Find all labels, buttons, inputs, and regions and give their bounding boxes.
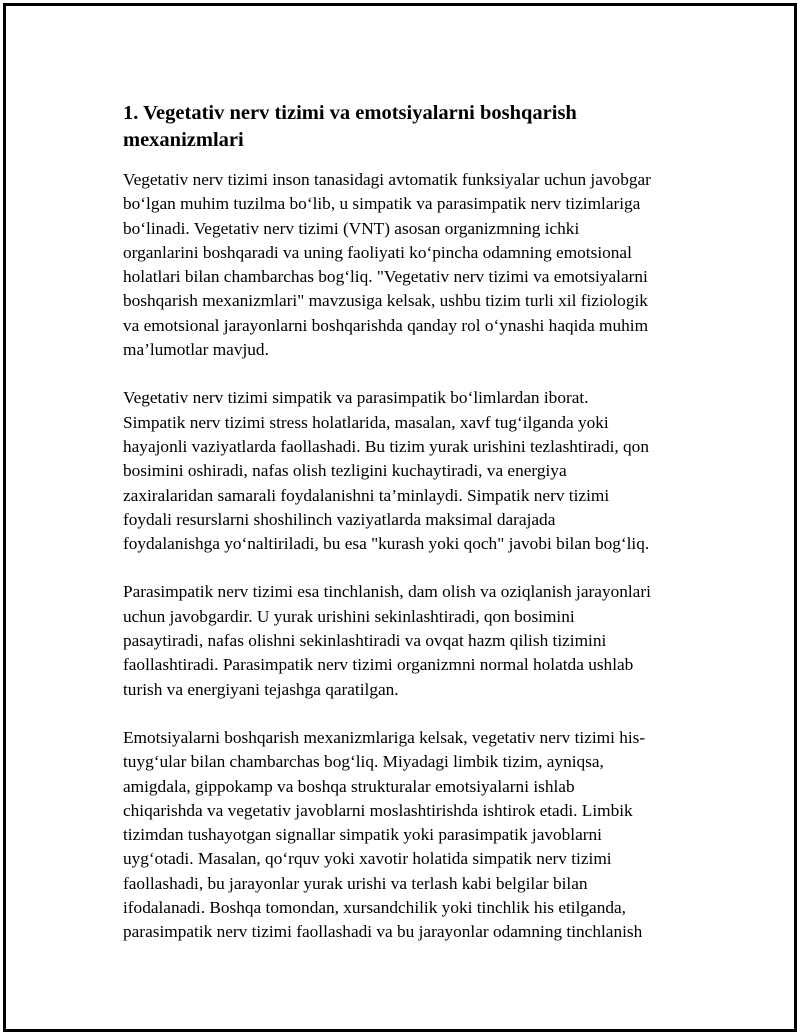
paragraph-emotions: Emotsiyalarni boshqarish mexanizmlariga kelsak, vegetativ nerv tizimi his- tuyg‘ular bilan chambarchas bog‘liq. Miyadagi limbik tizim, ayniqsa, amigdala, gippokamp va boshqa strukturalar emotsiyalarni ishlab chiqarishda va vegetativ javoblarni moslashtirishda ishtirok etadi. Limbik tizimdan tushayotgan signallar simpatik yoki parasimpatik javoblarni uyg‘otadi. Masalan, qo‘rquv yoki xavotir holatida simpatik nerv tizimi faollashadi, bu jarayonlar yurak urishi va terlash kabi belgilar bilan ifodalanadi. Boshqa tomondan, xursandchilik yoki tinchlik his etilganda, parasimpatik nerv tizimi faollashadi va bu jarayonlar odamning tinchlanish [123, 727, 646, 942]
paragraph-sympathetic: Vegetativ nerv tizimi simpatik va parasimpatik bo‘limlardan iborat. Simpatik nerv tizimi stress holatlarida, masalan, xavf tug‘ilganda yoki hayajonli vaziyatlarda faollashadi. Bu tizim yurak urishini tezlashtiradi, qon bosimini oshiradi, nafas olish tezligini kuchaytiradi, va energiya zaxiralaridan samarali foydalanishni ta’minlaydi. Simpatik nerv tizimi foydali resurslarni shoshilinch vaziyatlarda maksimal darajada foydalanishga yo‘naltiriladi, bu esa "kurash yoki qoch" javobi bilan bog‘liq. [123, 388, 650, 554]
paragraph-parasympathetic: Parasimpatik nerv tizimi esa tinchlanish, dam olish va oziqlanish jarayonlari uchun javobgardir. U yurak urishini sekinlashtiradi, qon bosimini pasaytiradi, nafas olishni sekinlashtiradi va ovqat hazm qilish tizimini faollashtiradi. Parasimpatik nerv tizimi organizmni normal holatda ushlab turish va energiyani tejashga qaratilgan. [123, 582, 651, 699]
document-body [123, 100, 693, 969]
paragraph-intro: Vegetativ nerv tizimi inson tanasidagi avtomatik funksiyalar uchun javobgar bo‘lgan muhim tuzilma bo‘lib, u simpatik va parasimpatik nerv tizimlariga bo‘linadi. Vegetativ nerv tizimi (VNT) asosan organizmning ichki organlarini boshqaradi va uning faoliyati ko‘pincha odamning emotsional holatlari bilan chambarchas bog‘liq. "Vegetativ nerv tizimi va emotsiyalarni boshqarish mexanizmlari" mavzusiga kelsak, ushbu tizim turli xil fiziologik va emotsional jarayonlarni boshqarishda qanday rol o‘ynashi haqida muhim ma’lumotlar mavjud. [123, 170, 651, 360]
page-frame [3, 3, 797, 1032]
section-heading: 1. Vegetativ nerv tizimi va emotsiyalarni boshqarish mexanizmlari [123, 102, 577, 151]
